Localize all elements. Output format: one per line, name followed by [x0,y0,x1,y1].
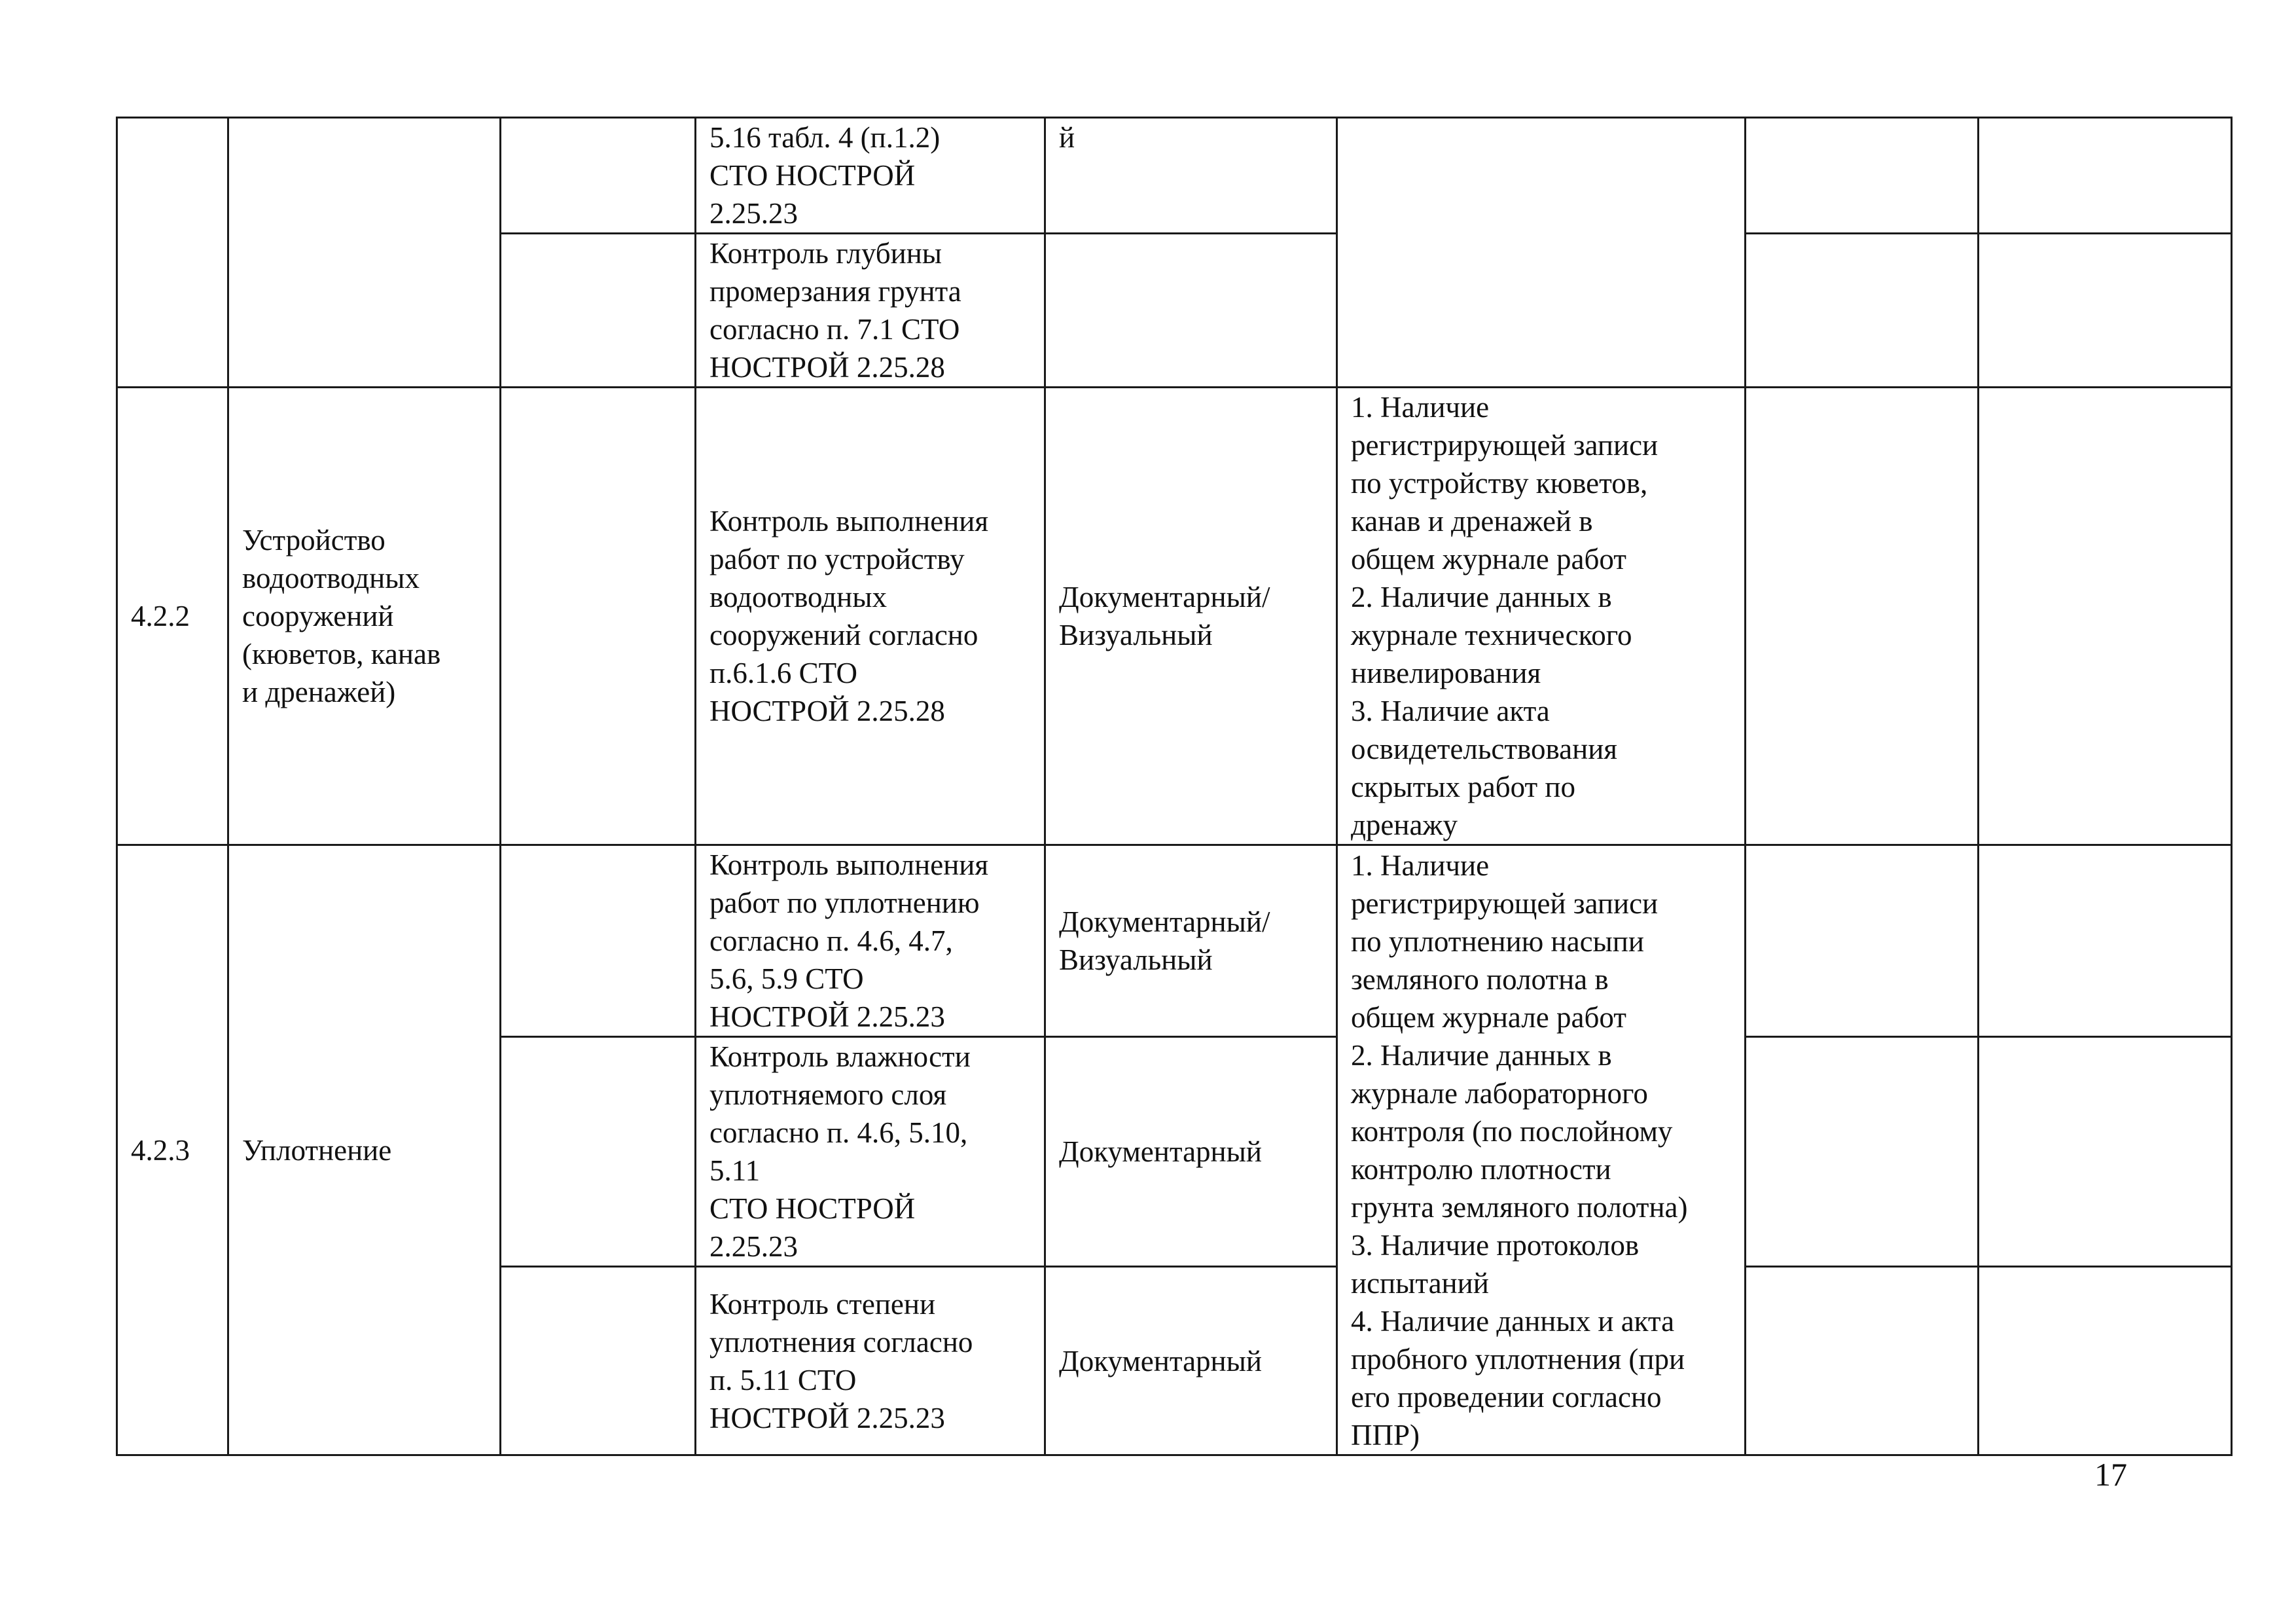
cell-control: Контроль влажности уплотняемого слоя согласно п. 4.6, 5.10, 5.11 СТО НОСТРОЙ 2.25.23 [696,1037,1045,1267]
cell-method-continued: й [1045,118,1337,234]
cell-control: Контроль выполнения работ по уплотнению согласно п. 4.6, 4.7, 5.6, 5.9 СТО НОСТРОЙ 2.25.23 [696,845,1045,1037]
cell-empty [501,1037,696,1267]
cell-item-name: Устройство водоотводных сооружений (кюветов, канав и дренажей) [228,388,501,845]
cell-empty [1979,118,2232,234]
cell-empty [1746,1037,1979,1267]
cell-method: Документарный/ Визуальный [1045,388,1337,845]
cell-item-name: Уплотнение [228,845,501,1455]
cell-empty [501,388,696,845]
cell-item-number: 4.2.2 [117,388,228,845]
cell-name-continued [228,118,501,388]
cell-control: Контроль степени уплотнения согласно п. 5.11 СТО НОСТРОЙ 2.25.23 [696,1267,1045,1455]
cell-empty [1746,118,1979,234]
cell-docs: 1. Наличие регистрирующей записи по устройству кюветов, канав и дренажей в общем журнале работ 2. Наличие данных в журнале технического нивелирования 3. Наличие акта освидетельствования скрытых работ по дренажу [1337,388,1746,845]
control-table [116,117,2233,1456]
cell-method: Документарный [1045,1267,1337,1455]
cell-empty [1979,388,2232,845]
page-number: 17 [2094,1456,2127,1493]
cell-empty [1979,845,2232,1037]
cell-num-continued [117,118,228,388]
cell-empty [501,234,696,388]
cell-empty [1746,234,1979,388]
cell-empty [501,1267,696,1455]
cell-empty [1746,845,1979,1037]
table-row [117,845,2232,1037]
cell-empty [1979,1037,2232,1267]
cell-control-frost-depth: Контроль глубины промерзания грунта согласно п. 7.1 СТО НОСТРОЙ 2.25.28 [696,234,1045,388]
cell-empty [501,118,696,234]
cell-method: Документарный/ Визуальный [1045,845,1337,1037]
cell-docs-continued [1337,118,1746,388]
cell-method: Документарный [1045,1037,1337,1267]
cell-empty [1746,1267,1979,1455]
cell-empty [1979,1267,2232,1455]
cell-control-continued: 5.16 табл. 4 (п.1.2) СТО НОСТРОЙ 2.25.23 [696,118,1045,234]
table-row [117,118,2232,234]
cell-docs: 1. Наличие регистрирующей записи по уплотнению насыпи земляного полотна в общем журнале работ 2. Наличие данных в журнале лабораторного контроля (по послойному контролю плотности грунта земляного полотна) 3. Наличие протоколов испытаний 4. Наличие данных и акта пробного уплотнения (при его проведении согласно ППР) [1337,845,1746,1455]
cell-empty [1746,388,1979,845]
cell-method-empty [1045,234,1337,388]
cell-empty [1979,234,2232,388]
cell-item-number: 4.2.3 [117,845,228,1455]
table-row [117,388,2232,845]
cell-control: Контроль выполнения работ по устройству водоотводных сооружений согласно п.6.1.6 СТО НОСТРОЙ 2.25.28 [696,388,1045,845]
cell-empty [501,845,696,1037]
